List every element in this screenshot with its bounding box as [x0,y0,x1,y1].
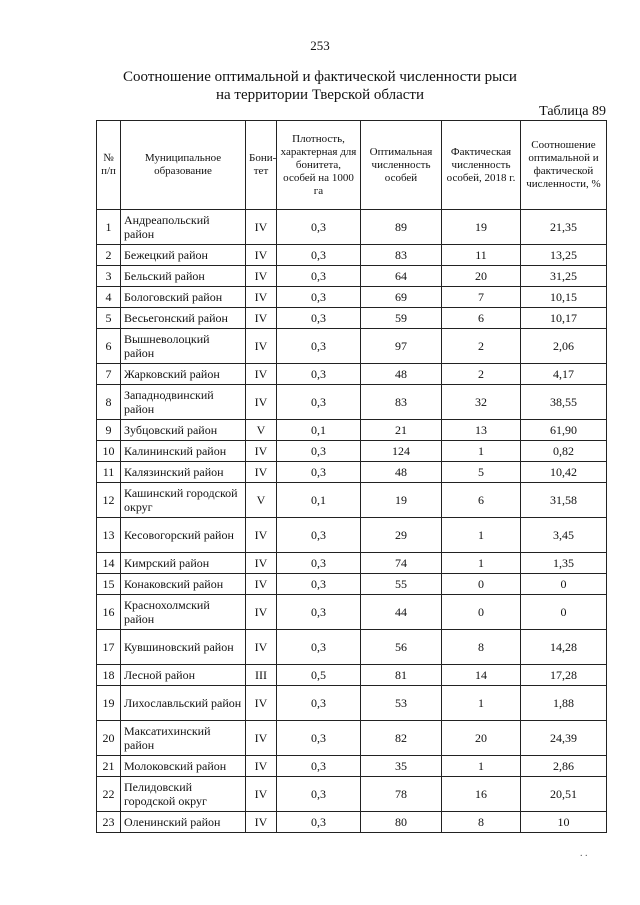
cell-density: 0,3 [277,812,361,833]
cell-density: 0,3 [277,385,361,420]
cell-ratio: 10,15 [521,287,607,308]
cell-name: Вышневолоцкий район [121,329,246,364]
cell-ratio: 0,82 [521,441,607,462]
cell-bonitet: V [246,420,277,441]
cell-bonitet: IV [246,462,277,483]
cell-optimal: 82 [361,721,442,756]
cell-ratio: 0 [521,574,607,595]
cell-actual: 20 [442,266,521,287]
cell-actual: 6 [442,483,521,518]
table-row [97,385,607,420]
cell-ratio: 17,28 [521,665,607,686]
table-row [97,630,607,665]
cell-num: 3 [97,266,121,287]
cell-name: Максатихинский район [121,721,246,756]
cell-bonitet: IV [246,441,277,462]
title-line-2: на территории Тверской области [215,87,424,103]
cell-optimal: 81 [361,665,442,686]
cell-num: 2 [97,245,121,266]
cell-optimal: 55 [361,574,442,595]
table-row [97,812,607,833]
cell-num: 12 [97,483,121,518]
table-row [97,420,607,441]
cell-actual: 2 [442,329,521,364]
cell-optimal: 35 [361,756,442,777]
cell-bonitet: IV [246,287,277,308]
cell-actual: 2 [442,364,521,385]
cell-num: 21 [97,756,121,777]
cell-actual: 13 [442,420,521,441]
cell-name: Бежецкий район [121,245,246,266]
cell-optimal: 124 [361,441,442,462]
cell-bonitet: IV [246,364,277,385]
cell-density: 0,3 [277,574,361,595]
table-row [97,574,607,595]
cell-num: 11 [97,462,121,483]
cell-actual: 5 [442,462,521,483]
cell-num: 16 [97,595,121,630]
header-name: Муниципальное образование [121,121,246,210]
cell-density: 0,1 [277,483,361,518]
scan-mark: . . [580,848,588,859]
cell-bonitet: III [246,665,277,686]
cell-density: 0,3 [277,756,361,777]
cell-num: 10 [97,441,121,462]
cell-name: Кувшиновский район [121,630,246,665]
table-row [97,553,607,574]
cell-name: Кимрский район [121,553,246,574]
cell-name: Бологовский район [121,287,246,308]
table-row [97,483,607,518]
cell-name: Весьегонский район [121,308,246,329]
cell-ratio: 61,90 [521,420,607,441]
cell-bonitet: IV [246,686,277,721]
cell-name: Краснохолмский район [121,595,246,630]
cell-ratio: 4,17 [521,364,607,385]
cell-optimal: 74 [361,553,442,574]
cell-density: 0,3 [277,308,361,329]
cell-name: Жарковский район [121,364,246,385]
table-row [97,686,607,721]
cell-ratio: 0 [521,595,607,630]
header-optimal: Оптимальная численность особей [361,121,442,210]
cell-optimal: 59 [361,308,442,329]
cell-density: 0,3 [277,287,361,308]
cell-density: 0,5 [277,665,361,686]
table-row [97,518,607,553]
cell-actual: 19 [442,210,521,245]
cell-num: 7 [97,364,121,385]
cell-optimal: 69 [361,287,442,308]
table-label: Таблица 89 [539,104,606,119]
cell-optimal: 56 [361,630,442,665]
cell-density: 0,3 [277,518,361,553]
cell-ratio: 20,51 [521,777,607,812]
cell-num: 14 [97,553,121,574]
cell-actual: 0 [442,595,521,630]
cell-num: 4 [97,287,121,308]
header-ratio: Соотношение оптимальной и фактической численности, % [521,121,607,210]
cell-actual: 32 [442,385,521,420]
header-actual: Фактическая численность особей, 2018 г. [442,121,521,210]
cell-density: 0,3 [277,364,361,385]
table-row [97,329,607,364]
cell-ratio: 10,17 [521,308,607,329]
cell-bonitet: IV [246,245,277,266]
cell-actual: 1 [442,686,521,721]
cell-density: 0,3 [277,210,361,245]
cell-optimal: 44 [361,595,442,630]
cell-actual: 8 [442,630,521,665]
table-row [97,210,607,245]
cell-density: 0,3 [277,630,361,665]
cell-density: 0,3 [277,245,361,266]
cell-num: 9 [97,420,121,441]
cell-num: 5 [97,308,121,329]
cell-optimal: 19 [361,483,442,518]
table-row [97,665,607,686]
page-number: 253 [310,38,330,53]
cell-num: 6 [97,329,121,364]
cell-bonitet: IV [246,721,277,756]
cell-bonitet: IV [246,553,277,574]
cell-bonitet: V [246,483,277,518]
table-row [97,595,607,630]
cell-optimal: 80 [361,812,442,833]
cell-density: 0,3 [277,462,361,483]
cell-num: 19 [97,686,121,721]
table-row [97,308,607,329]
cell-name: Молоковский район [121,756,246,777]
cell-bonitet: IV [246,266,277,287]
cell-optimal: 48 [361,462,442,483]
cell-name: Конаковский район [121,574,246,595]
cell-actual: 1 [442,553,521,574]
cell-optimal: 21 [361,420,442,441]
title-line-1: Соотношение оптимальной и фактической численности рыси [123,69,517,85]
cell-bonitet: IV [246,329,277,364]
cell-ratio: 24,39 [521,721,607,756]
cell-optimal: 83 [361,385,442,420]
table-row [97,721,607,756]
cell-bonitet: IV [246,210,277,245]
cell-name: Оленинский район [121,812,246,833]
cell-num: 22 [97,777,121,812]
cell-ratio: 1,35 [521,553,607,574]
table-row [97,777,607,812]
table-header-row [97,121,607,210]
cell-name: Андреапольский район [121,210,246,245]
cell-optimal: 89 [361,210,442,245]
table-row [97,245,607,266]
table-body [97,210,607,833]
cell-density: 0,3 [277,686,361,721]
population-table [96,120,607,833]
cell-ratio: 3,45 [521,518,607,553]
cell-name: Лихославльский район [121,686,246,721]
cell-ratio: 31,25 [521,266,607,287]
header-density: Плотность, характерная для бонитета, особей на 1000 га [277,121,361,210]
page-title [0,68,640,104]
cell-bonitet: IV [246,574,277,595]
cell-name: Зубцовский район [121,420,246,441]
cell-name: Бельский район [121,266,246,287]
cell-optimal: 48 [361,364,442,385]
cell-bonitet: IV [246,518,277,553]
cell-density: 0,3 [277,266,361,287]
cell-ratio: 10,42 [521,462,607,483]
table-row [97,266,607,287]
cell-density: 0,1 [277,420,361,441]
cell-num: 17 [97,630,121,665]
cell-ratio: 2,86 [521,756,607,777]
cell-actual: 1 [442,441,521,462]
table-row [97,364,607,385]
cell-actual: 6 [442,308,521,329]
cell-density: 0,3 [277,329,361,364]
cell-density: 0,3 [277,441,361,462]
cell-ratio: 38,55 [521,385,607,420]
cell-num: 1 [97,210,121,245]
cell-optimal: 64 [361,266,442,287]
cell-ratio: 14,28 [521,630,607,665]
cell-bonitet: IV [246,777,277,812]
cell-num: 13 [97,518,121,553]
cell-name: Калининский район [121,441,246,462]
cell-bonitet: IV [246,385,277,420]
cell-ratio: 10 [521,812,607,833]
header-num: № п/п [97,121,121,210]
cell-num: 23 [97,812,121,833]
cell-density: 0,3 [277,777,361,812]
cell-density: 0,3 [277,721,361,756]
cell-optimal: 78 [361,777,442,812]
cell-optimal: 97 [361,329,442,364]
cell-optimal: 29 [361,518,442,553]
cell-num: 15 [97,574,121,595]
cell-ratio: 1,88 [521,686,607,721]
cell-density: 0,3 [277,595,361,630]
cell-name: Кесовогорский район [121,518,246,553]
cell-actual: 8 [442,812,521,833]
cell-name: Пелидовский городской округ [121,777,246,812]
cell-bonitet: IV [246,308,277,329]
cell-name: Лесной район [121,665,246,686]
cell-actual: 1 [442,756,521,777]
cell-num: 18 [97,665,121,686]
cell-bonitet: IV [246,756,277,777]
cell-name: Кашинский городской округ [121,483,246,518]
cell-num: 20 [97,721,121,756]
cell-name: Калязинский район [121,462,246,483]
header-bonitet: Бони-тет [246,121,277,210]
cell-actual: 14 [442,665,521,686]
cell-density: 0,3 [277,553,361,574]
cell-bonitet: IV [246,812,277,833]
table-row [97,462,607,483]
cell-ratio: 21,35 [521,210,607,245]
cell-bonitet: IV [246,630,277,665]
cell-actual: 0 [442,574,521,595]
cell-ratio: 13,25 [521,245,607,266]
cell-actual: 7 [442,287,521,308]
cell-optimal: 53 [361,686,442,721]
cell-actual: 20 [442,721,521,756]
table-row [97,287,607,308]
cell-ratio: 2,06 [521,329,607,364]
cell-optimal: 83 [361,245,442,266]
cell-actual: 1 [442,518,521,553]
cell-ratio: 31,58 [521,483,607,518]
table-row [97,441,607,462]
cell-actual: 16 [442,777,521,812]
table-row [97,756,607,777]
cell-actual: 11 [442,245,521,266]
cell-num: 8 [97,385,121,420]
cell-bonitet: IV [246,595,277,630]
cell-name: Западнодвинский район [121,385,246,420]
